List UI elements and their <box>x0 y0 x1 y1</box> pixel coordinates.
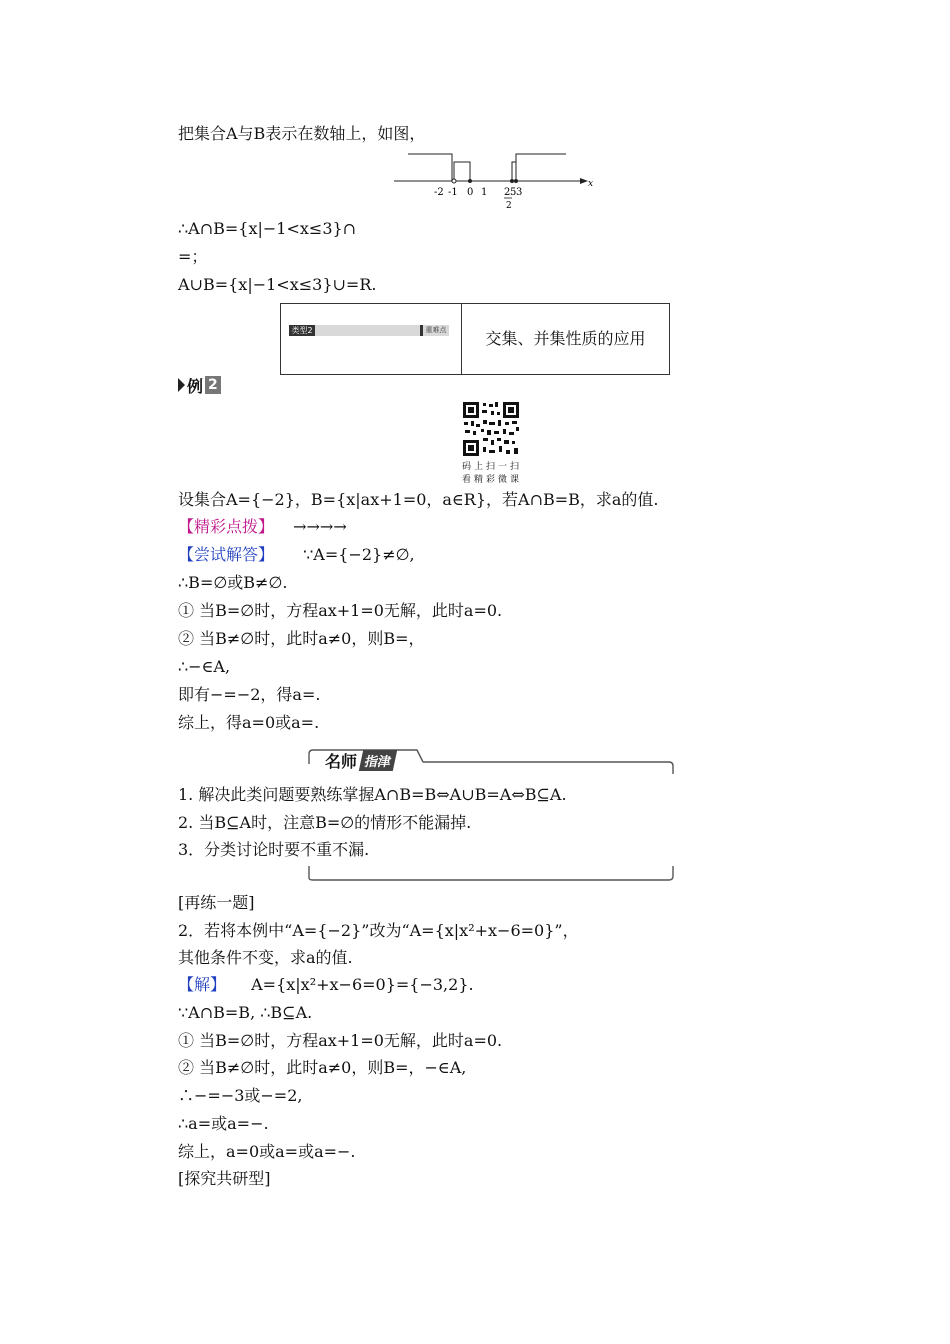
teacher-title-text: 名师 <box>325 751 358 771</box>
answer-step: ① 当B=∅时，方程ax+1=0无解，此时a=0. <box>178 601 503 620</box>
example-arrow-icon <box>178 378 185 392</box>
qr-caption-2: 看精彩微课 <box>461 475 522 485</box>
tick-label: 2 <box>504 187 511 198</box>
qr-caption-1: 码上扫一扫 <box>461 462 522 472</box>
type-end-tag: 重难点 <box>420 325 449 336</box>
explore-header: [探究共研型] <box>178 1169 271 1188</box>
practice-header: [再练一题] <box>178 893 255 912</box>
tick-label: 0 <box>467 187 474 198</box>
type-header-bar <box>289 325 449 336</box>
solution-step: ∵A∩B=B, ∴B⊆A. <box>178 1003 313 1022</box>
solution-step: ∴−=−3或−=2, <box>178 1086 303 1105</box>
intro-line: 把集合A与B表示在数轴上，如图， <box>178 124 426 143</box>
example-label <box>178 375 221 395</box>
solution-label: 【解】 <box>178 975 227 994</box>
teacher-badge: 指津 <box>359 750 397 771</box>
answer-step: 综上，得a=0或a=. <box>178 713 320 732</box>
tick-label: -1 <box>448 187 458 198</box>
answer-line <box>178 545 415 565</box>
type-header-box <box>280 303 670 375</box>
solution-line <box>178 975 474 995</box>
highlight-label: 【精彩点拨】 <box>178 517 275 536</box>
practice-question-2: 其他条件不变，求a的值. <box>178 948 353 967</box>
teacher-item: 2. 当B⊆A时，注意B=∅的情形不能漏掉. <box>178 813 472 832</box>
answer-label: 【尝试解答】 <box>178 545 275 564</box>
set-line-1: ∴A∩B={x|−1<x≤3}∩ <box>178 219 357 238</box>
number-line-figure <box>394 148 594 210</box>
highlight-text: →→→→ <box>293 517 347 536</box>
tick-label: 3 <box>516 187 523 198</box>
example-number: 2 <box>205 376 221 394</box>
tick-label: 5 <box>510 187 517 198</box>
axis-x-label: x <box>588 179 594 189</box>
highlight-line <box>178 517 347 537</box>
tick-label: 1 <box>481 187 488 198</box>
tick-label: -2 <box>434 187 444 198</box>
example-text: 例 <box>187 376 204 396</box>
answer-step: ∴B=∅或B≠∅. <box>178 573 288 592</box>
set-line-2: =； <box>178 247 208 266</box>
teacher-title <box>325 748 395 772</box>
answer-step: ∴−∈A, <box>178 657 231 676</box>
solution-step: ① 当B=∅时，方程ax+1=0无解，此时a=0. <box>178 1031 503 1050</box>
answer-step: 即有−=−2，得a=. <box>178 685 321 704</box>
teacher-item: 1. 解决此类问题要熟练掌握A∩B=B⇔A∪B=A⇔B⊆A. <box>178 785 567 804</box>
tick-frac-den: 2 <box>506 201 512 210</box>
type-title: 交集、并集性质的应用 <box>485 329 646 348</box>
solution-first: A={x|x²+x−6=0}={−3,2}. <box>251 975 474 994</box>
answer-step: ② 当B≠∅时，此时a≠0，则B=， <box>178 629 425 648</box>
solution-step: ∴a=或a=−. <box>178 1114 269 1133</box>
problem-statement: 设集合A={−2}，B={x|ax+1=0，a∈R}，若A∩B=B，求a的值. <box>178 490 659 509</box>
solution-step: ② 当B≠∅时，此时a≠0，则B=，−∈A, <box>178 1058 467 1077</box>
practice-question-1: 2．若将本例中“A={−2}”改为“A={x|x²+x−6=0}”， <box>178 921 579 940</box>
qr-code-icon[interactable] <box>461 400 521 458</box>
solution-step: 综上，a=0或a=或a=−. <box>178 1142 356 1161</box>
teacher-item: 3．分类讨论时要不重不漏. <box>178 840 370 859</box>
answer-first: ∵A={−2}≠∅, <box>303 545 415 564</box>
type-header-left <box>281 304 462 374</box>
set-line-3: A∪B={x|−1<x≤3}∪=R. <box>178 275 377 294</box>
type-tag: 类型2 <box>289 325 315 336</box>
